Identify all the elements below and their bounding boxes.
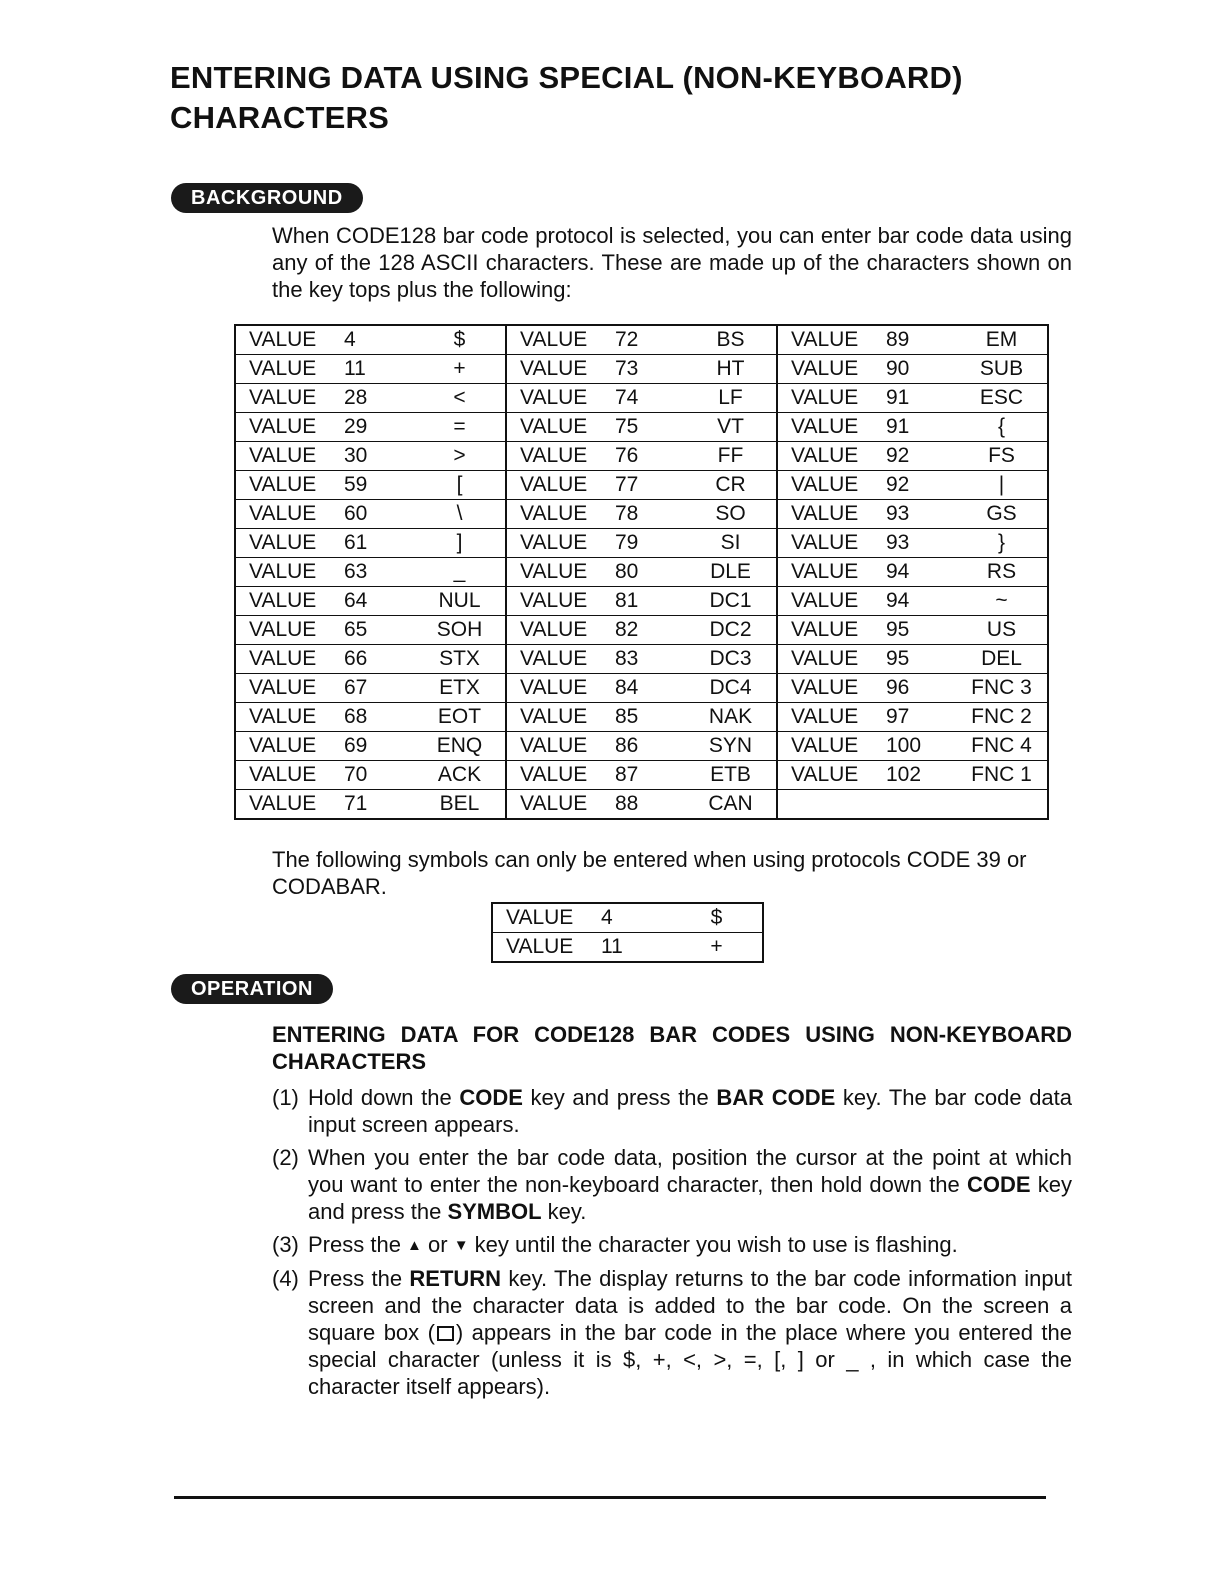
value-character: FNC 4 [956,732,1048,761]
value-number: 74 [615,384,685,413]
value-number: 59 [344,471,414,500]
value-label: VALUE [492,903,601,933]
value-label: VALUE [235,355,344,384]
value-character: FS [956,442,1048,471]
value-label: VALUE [235,442,344,471]
value-character: { [956,413,1048,442]
table-row [235,587,1048,616]
value-number: 75 [615,413,685,442]
value-label: VALUE [235,645,344,674]
step-item [272,1265,1072,1400]
value-number: 79 [615,529,685,558]
value-character: RS [956,558,1048,587]
step-text: Press the RETURN key. The display returns to the bar code information input screen and the character data is added to the bar code. On the screen a square box ( ) appears in the bar code in the place where you entered the special character (unless it is $, +, <, >, =, [, ] or _ , in which case the character itself appears). [308,1266,1072,1399]
value-label: VALUE [777,732,886,761]
value-number: 92 [886,442,956,471]
step-item [272,1144,1072,1225]
value-character: } [956,529,1048,558]
value-label: VALUE [777,703,886,732]
value-label: VALUE [506,413,615,442]
value-label: VALUE [506,558,615,587]
value-character: ] [414,529,506,558]
background-badge: BACKGROUND [171,183,363,213]
table-row [235,558,1048,587]
value-character: SUB [956,355,1048,384]
value-character: SO [685,500,777,529]
table-row [235,674,1048,703]
value-label: VALUE [506,732,615,761]
value-label: VALUE [777,616,886,645]
value-character: BS [685,325,777,355]
value-number: 77 [615,471,685,500]
step-item [272,1231,1072,1259]
value-label: VALUE [777,471,886,500]
table-row [235,500,1048,529]
footer-rule [174,1496,1046,1499]
value-label: VALUE [235,529,344,558]
value-number: 83 [615,645,685,674]
value-character: FNC 2 [956,703,1048,732]
step-item [272,1084,1072,1138]
value-character: FF [685,442,777,471]
step-text: Hold down the CODE key and press the BAR CODE key. The bar code data input screen appears. [308,1085,1073,1137]
value-character: LF [685,384,777,413]
value-label: VALUE [777,500,886,529]
value-label: VALUE [506,471,615,500]
value-label: VALUE [506,500,615,529]
value-label: VALUE [506,442,615,471]
value-label: VALUE [506,761,615,790]
step-text: Press the ▲ or ▼ key until the character you wish to use is flashing. [308,1232,958,1257]
value-label: VALUE [235,790,344,820]
value-character: $ [414,325,506,355]
value-number: 70 [344,761,414,790]
value-character: ESC [956,384,1048,413]
value-number: 91 [886,413,956,442]
value-number: 90 [886,355,956,384]
value-number: 67 [344,674,414,703]
value-character: = [414,413,506,442]
value-character: NAK [685,703,777,732]
down-arrow-icon: ▼ [453,1237,469,1254]
operation-subheading: ENTERING DATA FOR CODE128 BAR CODES USING NON-KEYBOARD CHARACTERS [272,1022,1072,1074]
empty-cell [777,790,886,820]
table-row [235,645,1048,674]
table-row [492,903,763,933]
value-number: 11 [344,355,414,384]
empty-cell [956,790,1048,820]
ascii-value-table [234,324,1049,820]
value-label: VALUE [506,703,615,732]
value-number: 64 [344,587,414,616]
value-label: VALUE [506,616,615,645]
value-character: DEL [956,645,1048,674]
value-label: VALUE [235,587,344,616]
code39-value-table [491,902,764,963]
value-number: 102 [886,761,956,790]
value-character: CR [685,471,777,500]
value-number: 97 [886,703,956,732]
value-number: 82 [615,616,685,645]
value-number: 69 [344,732,414,761]
value-label: VALUE [777,674,886,703]
value-label: VALUE [235,674,344,703]
value-number: 29 [344,413,414,442]
table-row [235,471,1048,500]
value-label: VALUE [777,384,886,413]
intro-paragraph: When CODE128 bar code protocol is selected, you can enter bar code data using any of the 128 ASCII characters. These are made up of the characters shown on the key tops plus the following: [272,223,1072,302]
value-label: VALUE [506,674,615,703]
value-label: VALUE [235,761,344,790]
value-label: VALUE [235,500,344,529]
value-character: SYN [685,732,777,761]
value-number: 86 [615,732,685,761]
value-number: 96 [886,674,956,703]
value-label: VALUE [492,933,601,963]
value-number: 89 [886,325,956,355]
value-label: VALUE [235,616,344,645]
table-row [235,732,1048,761]
value-number: 65 [344,616,414,645]
value-label: VALUE [506,790,615,820]
value-character: GS [956,500,1048,529]
value-character: DC4 [685,674,777,703]
value-label: VALUE [235,703,344,732]
value-number: 4 [601,903,671,933]
value-character: EM [956,325,1048,355]
operation-badge: OPERATION [171,974,333,1004]
protocol-note: The following symbols can only be entered when using protocols CODE 39 or CODABAR. [272,847,1027,899]
step-number: (1) [272,1085,299,1110]
table-row [235,616,1048,645]
value-character: DC3 [685,645,777,674]
value-character: + [671,933,763,963]
value-number: 95 [886,616,956,645]
value-number: 81 [615,587,685,616]
value-character: _ [414,558,506,587]
value-label: VALUE [235,558,344,587]
table-row [492,933,763,963]
value-number: 68 [344,703,414,732]
value-number: 61 [344,529,414,558]
value-label: VALUE [506,355,615,384]
value-character: EOT [414,703,506,732]
table-row [235,355,1048,384]
value-character: ETB [685,761,777,790]
value-number: 94 [886,558,956,587]
value-number: 28 [344,384,414,413]
value-character: BEL [414,790,506,820]
value-label: VALUE [235,732,344,761]
value-label: VALUE [235,384,344,413]
value-number: 93 [886,500,956,529]
value-character: DLE [685,558,777,587]
value-label: VALUE [506,325,615,355]
table-row [235,703,1048,732]
value-character: | [956,471,1048,500]
table-row [235,761,1048,790]
value-character: CAN [685,790,777,820]
value-label: VALUE [506,384,615,413]
value-number: 72 [615,325,685,355]
value-number: 84 [615,674,685,703]
value-number: 80 [615,558,685,587]
value-character: ACK [414,761,506,790]
value-character: FNC 1 [956,761,1048,790]
value-number: 4 [344,325,414,355]
operation-steps [272,1084,1072,1406]
value-label: VALUE [235,471,344,500]
value-character: DC1 [685,587,777,616]
value-number: 91 [886,384,956,413]
value-number: 66 [344,645,414,674]
value-label: VALUE [777,761,886,790]
value-number: 30 [344,442,414,471]
value-number: 60 [344,500,414,529]
table-row [235,529,1048,558]
value-label: VALUE [777,558,886,587]
value-number: 95 [886,645,956,674]
value-character: ENQ [414,732,506,761]
value-label: VALUE [235,413,344,442]
step-text: When you enter the bar code data, position the cursor at the point at which you want to enter the non-keyboard character, then hold down the CODE key and press the SYMBOL key. [308,1145,1072,1224]
table-row [235,384,1048,413]
value-character: US [956,616,1048,645]
value-label: VALUE [777,413,886,442]
step-number: (2) [272,1145,299,1170]
value-character: STX [414,645,506,674]
value-character: HT [685,355,777,384]
value-label: VALUE [506,529,615,558]
value-character: > [414,442,506,471]
value-character: SOH [414,616,506,645]
value-number: 92 [886,471,956,500]
table-row [235,413,1048,442]
value-number: 88 [615,790,685,820]
value-number: 11 [601,933,671,963]
value-number: 76 [615,442,685,471]
step-number: (4) [272,1266,299,1291]
value-label: VALUE [506,645,615,674]
value-number: 63 [344,558,414,587]
value-number: 71 [344,790,414,820]
value-character: [ [414,471,506,500]
value-number: 73 [615,355,685,384]
value-number: 100 [886,732,956,761]
page-title: ENTERING DATA USING SPECIAL (NON-KEYBOARD) CHARACTERS [170,60,963,135]
value-character: + [414,355,506,384]
table-row [235,442,1048,471]
value-number: 78 [615,500,685,529]
value-label: VALUE [777,645,886,674]
value-number: 93 [886,529,956,558]
table-row [235,325,1048,355]
table-row [235,790,1048,820]
value-label: VALUE [506,587,615,616]
step-number: (3) [272,1232,299,1257]
value-character: VT [685,413,777,442]
empty-cell [886,790,956,820]
value-label: VALUE [777,442,886,471]
value-character: < [414,384,506,413]
value-label: VALUE [777,325,886,355]
value-label: VALUE [235,325,344,355]
value-character: SI [685,529,777,558]
value-character: NUL [414,587,506,616]
up-arrow-icon: ▲ [407,1237,422,1254]
value-character: DC2 [685,616,777,645]
value-label: VALUE [777,587,886,616]
square-box-icon [437,1326,454,1341]
value-number: 87 [615,761,685,790]
value-character: \ [414,500,506,529]
value-character: $ [671,903,763,933]
value-number: 85 [615,703,685,732]
value-label: VALUE [777,355,886,384]
value-label: VALUE [777,529,886,558]
value-character: FNC 3 [956,674,1048,703]
value-character: ~ [956,587,1048,616]
value-number: 94 [886,587,956,616]
value-character: ETX [414,674,506,703]
